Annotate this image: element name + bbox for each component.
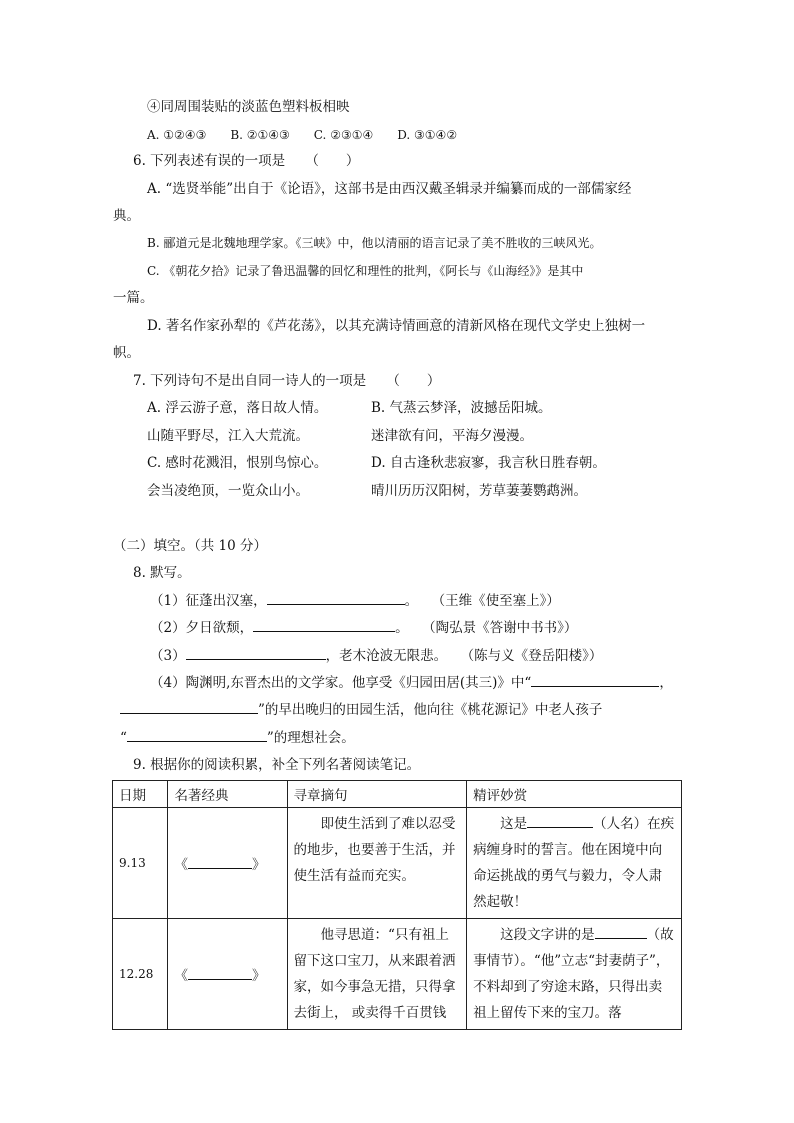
row1-quote bbox=[287, 808, 467, 919]
row1-comment bbox=[467, 808, 682, 919]
row2-book-blank[interactable] bbox=[188, 979, 252, 980]
header-book: 名著经典 bbox=[168, 781, 287, 808]
q8-item1 bbox=[150, 592, 560, 610]
row2-comment-post: （故事情节）。“他”立志“封妻荫子”，不料却到了穷途末路，只得出卖祖上留传下来的宝刀。落 bbox=[473, 927, 674, 1021]
q7-option-c-line1: C. 感时花溅泪，恨别鸟惊心。 bbox=[147, 455, 328, 471]
table-header-row bbox=[113, 781, 682, 808]
q8-item1-blank[interactable] bbox=[267, 604, 405, 605]
q6-option-c-line2: 一篇。 bbox=[113, 290, 154, 306]
row1-book bbox=[168, 808, 287, 919]
q8-item2-prefix: （2）夕日欲颓， bbox=[150, 620, 254, 636]
row2-comment-pre: 这段文字讲的是 bbox=[500, 927, 595, 943]
q6-option-a-line1: A. “选贤举能”出自于《论语》，这部书是由西汉戴圣辑录并编纂而成的一部儒家经 bbox=[147, 181, 632, 197]
q7-option-b-line1: B. 气蒸云梦泽，波撼岳阳城。 bbox=[371, 400, 552, 416]
row2-quote bbox=[287, 919, 467, 1030]
row1-comment-blank[interactable] bbox=[527, 827, 593, 828]
q8-item2 bbox=[150, 619, 577, 637]
header-quote: 寻章摘句 bbox=[287, 781, 467, 808]
q8-item3 bbox=[150, 647, 602, 665]
q8-item4-blank1[interactable] bbox=[531, 686, 659, 687]
q7-option-c-line2: 会当凌绝顶，一览众山小。 bbox=[147, 483, 309, 499]
q7-option-a-line2: 山随平野尽，江入大荒流。 bbox=[147, 428, 309, 444]
q5-options: A. ①②④③ B. ②①④③ C. ②③①④ D. ③①④② bbox=[147, 128, 458, 142]
q5-item4: ④同周围装贴的淡蓝色塑料板相映 bbox=[147, 99, 350, 115]
q7-option-a-line1: A. 浮云游子意，落日故人情。 bbox=[147, 400, 328, 416]
header-date: 日期 bbox=[113, 781, 168, 808]
q8-item3-prefix: （3） bbox=[150, 648, 186, 664]
q6-option-b: B. 郦道元是北魏地理学家。《三峡》中，他以清丽的语言记录了美不胜收的三峡风光。 bbox=[147, 236, 602, 250]
row2-book bbox=[168, 919, 287, 1030]
q9-stem: 9. 根据你的阅读积累，补全下列名著阅读笔记。 bbox=[133, 757, 421, 773]
table-row bbox=[113, 808, 682, 919]
row1-book-open: 《 bbox=[174, 857, 188, 873]
row1-comment-pre: 这是 bbox=[500, 816, 528, 832]
q8-item3-suffix: ，老木沧波无限悲。 （陈与义《登岳阳楼》） bbox=[325, 648, 603, 664]
row1-book-close: 》 bbox=[251, 857, 266, 873]
q8-item2-suffix: 。 （陶弘景《答谢中书书》） bbox=[395, 620, 578, 636]
row2-comment-text bbox=[473, 922, 675, 1026]
table-row bbox=[113, 919, 682, 1030]
q8-item4-line3-text: ”的理想社会。 bbox=[266, 730, 355, 746]
q8-item4-prefix: （4）陶渊明,东晋杰出的文学家。他享受《归园田居(其三)》中“ bbox=[150, 675, 532, 691]
row1-quote-text: 即使生活到了难以忍受的地步，也要善于生活，并使生活有益而充实。 bbox=[293, 816, 456, 884]
row2-comment-blank[interactable] bbox=[595, 938, 647, 939]
q8-item4 bbox=[150, 674, 673, 692]
row2-book-close: 》 bbox=[251, 968, 266, 984]
row1-comment-text bbox=[473, 811, 675, 915]
q8-item4-comma: ， bbox=[659, 675, 673, 691]
row1-book-blank[interactable] bbox=[188, 868, 252, 869]
q8-stem: 8. 默写。 bbox=[133, 565, 191, 581]
row2-date: 12.28 bbox=[113, 919, 168, 1030]
q8-item4-line3-open: “ bbox=[120, 730, 127, 746]
q8-item1-prefix: （1）征蓬出汉塞， bbox=[150, 593, 267, 609]
q7-option-d-line1: D. 自古逢秋悲寂寥，我言秋日胜春朝。 bbox=[371, 455, 606, 471]
q6-option-d-line2: 帜。 bbox=[113, 345, 140, 361]
row1-date: 9.13 bbox=[113, 808, 168, 919]
q6-option-c-line1: C. 《朝花夕拾》记录了鲁迅温馨的回忆和理性的批判，《阿长与《山海经》》是其中 bbox=[147, 264, 584, 278]
q8-item2-blank[interactable] bbox=[253, 631, 395, 632]
q8-item1-suffix: 。 （王维《使至塞上》） bbox=[404, 593, 560, 609]
section2-heading: （二）填空。（共 10 分） bbox=[113, 538, 268, 554]
q6-option-d-line1: D. 著名作家孙犁的《芦花荡》，以其充满诗情画意的清新风格在现代文学史上独树一 bbox=[147, 318, 646, 334]
q7-stem: 7. 下列诗句不是出自同一诗人的一项是 （ ） bbox=[133, 373, 441, 389]
row2-quote-text: 他寻思道：“只有祖上留下这口宝刀，从来跟着洒家，如今事急无措，只得拿去街上， 或卖得千百贯钱 bbox=[293, 927, 456, 1021]
reading-notes-table bbox=[112, 780, 682, 1030]
row2-comment bbox=[467, 919, 682, 1030]
row2-book-open: 《 bbox=[174, 968, 188, 984]
q6-stem: 6. 下列表述有误的一项是 （ ） bbox=[133, 153, 360, 169]
q8-item4-line3 bbox=[120, 729, 355, 747]
q8-item4-line2 bbox=[120, 701, 602, 719]
q6-option-a-line2: 典。 bbox=[113, 208, 140, 224]
q8-item4-line2-text: ”的早出晚归的田园生活，他向往《桃花源记》中老人孩子 bbox=[258, 702, 603, 718]
q8-item3-blank[interactable] bbox=[186, 659, 326, 660]
q7-option-b-line2: 迷津欲有问，平海夕漫漫。 bbox=[371, 428, 533, 444]
q7-option-d-line2: 晴川历历汉阳树，芳草萋萋鹦鹉洲。 bbox=[371, 483, 587, 499]
q8-item4-blank2[interactable] bbox=[120, 713, 258, 714]
q8-item4-blank3[interactable] bbox=[127, 741, 267, 742]
row1-comment-post: （人名）在疾病缠身时的誓言。他在困境中向命运挑战的勇气与毅力，令人肃然起敬！ bbox=[473, 816, 675, 910]
header-comment: 精评妙赏 bbox=[467, 781, 682, 808]
